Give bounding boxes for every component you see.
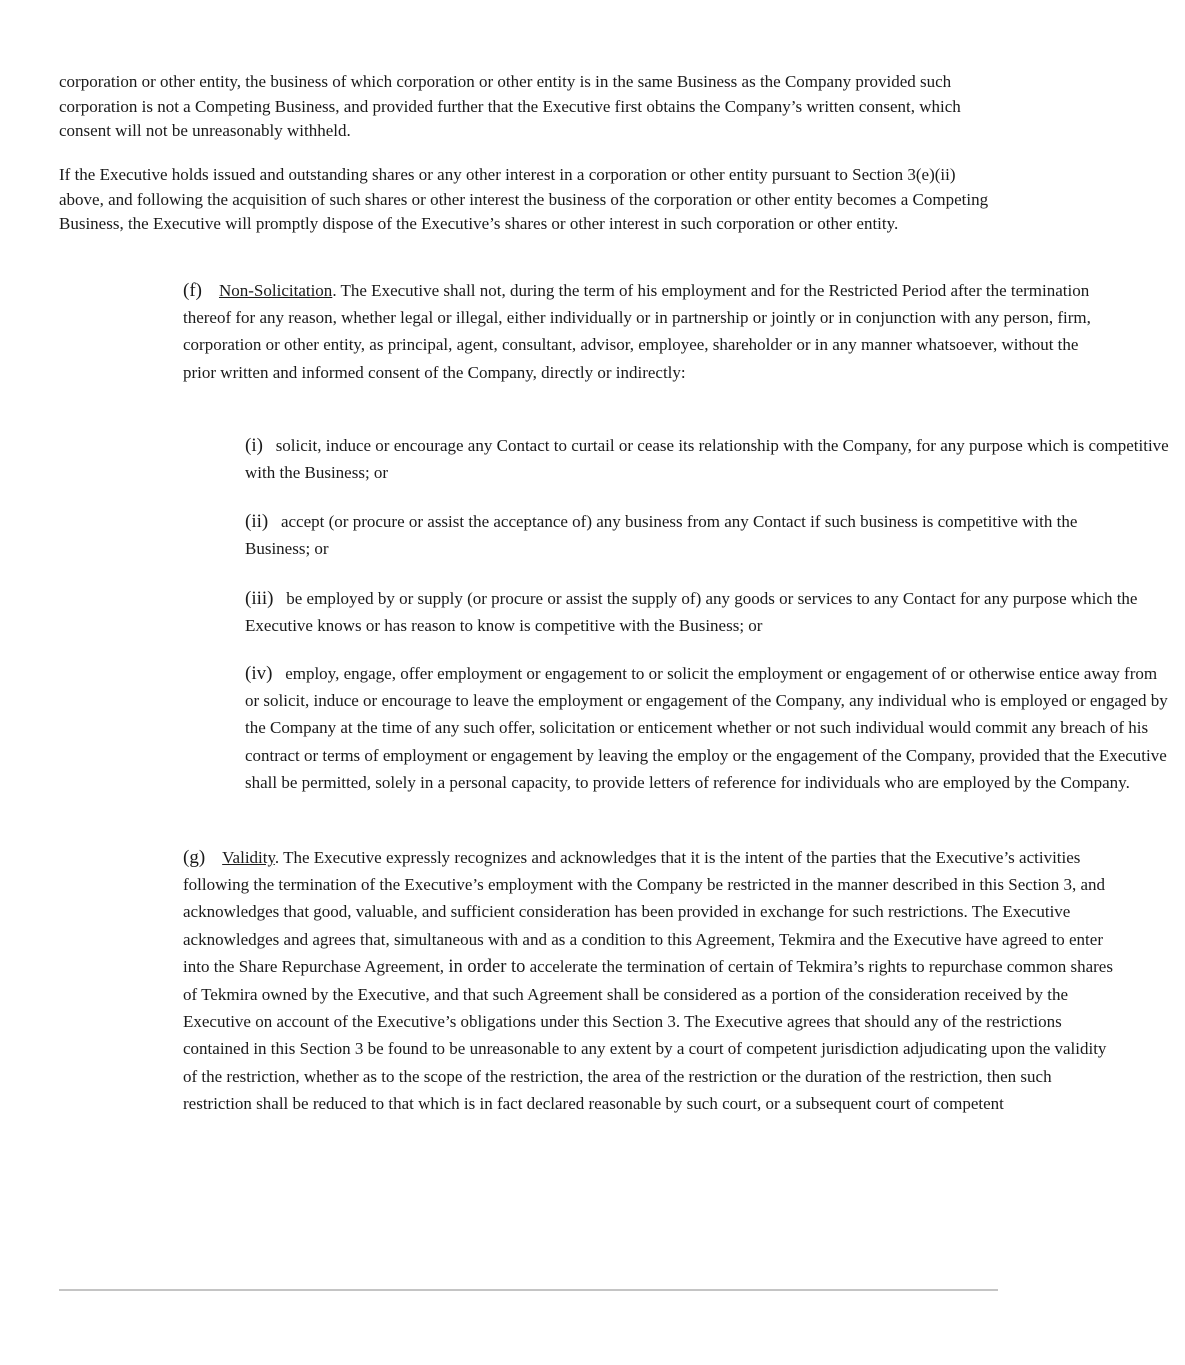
item-iv-text: employ, engage, offer employment or engagement to or solicit the employment or engagement of or otherwise entice away from or solicit, induce or encourage to leave the employment or engagement of the Company, any individual who is employed or engaged by the Company at the time of any such offer, solicitation or enticement whether or not such individual would commit any breach of his contract or terms of employment or engagement by leaving the employ or the engagement of the Company, provided that the Executive shall be permitted, solely in a personal capacity, to provide letters of reference for individuals who are employed by the Company.	[245, 664, 1168, 792]
item-iv-marker: (iv)	[245, 663, 273, 684]
paragraph-continuation: corporation or other entity, the business of which corporation or other entity is in the same Business as the Company provided such corporation is not a Competing Business, and provided further that the Executive first obtains the Company’s written consent, which consent will not be unreasonably withheld.	[59, 72, 961, 140]
section-g-body-a: . The Executive expressly recognizes and acknowledges that it is the intent of the parties that the Executive’s activities following the termination of the Executive’s employment with the Company be restricted in the manner described in this Section 3, and acknowledges that good, valuable, and sufficient consideration has been provided in exchange for such restrictions. The Executive acknowledges and agrees that, simultaneous with and as a condition to this Agreement, Tekmira and the Executive have agreed to enter into the Share Repurchase Agreement,	[183, 848, 1106, 976]
item-ii	[59, 508, 1125, 562]
footer-divider	[59, 1289, 998, 1291]
section-f-marker: (f)	[183, 280, 202, 301]
section-g-body-c: accelerate the termination of certain of Tekmira’s rights to repurchase common shares of Tekmira owned by the Executive, and that such Agreement shall be considered as a portion of the consideration received by the Executive on account of the Executive’s obligations under this Section 3. The Executive agrees that should any of the restrictions contained in this Section 3 be found to be unreasonable to any extent by a court of competent jurisdiction adjudicating upon the validity of the restriction, whether as to the scope of the restriction, the area of the restriction or the duration of the restriction, then such restriction shall be reduced to that which is in fact declared reasonable by such court, or a subsequent court of competent	[183, 956, 1113, 1113]
section-f-body: . The Executive shall not, during the term of his employment and for the Restricted Period after the termination thereof for any reason, whether legal or illegal, either individually or in partnership or jointly or in conjunction with any person, firm, corporation or other entity, as principal, agent, consultant, advisor, employee, shareholder or in any manner whatsoever, without the prior written and informed consent of the Company, directly or indirectly:	[183, 281, 1091, 382]
item-iii-marker: (iii)	[245, 588, 274, 609]
item-ii-marker: (ii)	[245, 511, 269, 532]
item-i-marker: (i)	[245, 435, 263, 456]
section-g-body-b: in order to	[448, 956, 526, 977]
section-f-non-solicitation	[59, 277, 1108, 386]
item-iii	[59, 585, 1170, 639]
paragraph-share-disposal: If the Executive holds issued and outstanding shares or any other interest in a corporation or other entity pursuant to Section 3(e)(ii) above, and following the acquisition of such shares or other interest the business of the corporation or other entity becomes a Competing Business, the Executive will promptly dispose of the Executive’s shares or other interest in such corporation or other entity.	[59, 165, 989, 233]
section-g-marker: (g)	[183, 847, 206, 868]
item-iii-text: be employed by or supply (or procure or assist the supply of) any goods or services to any Contact for any purpose which the Executive knows or has reason to know is competitive with the Business; or	[245, 589, 1138, 636]
item-ii-text: accept (or procure or assist the acceptance of) any business from any Contact if such business is competitive with the Business; or	[245, 512, 1078, 559]
item-i-text: solicit, induce or encourage any Contact to curtail or cease its relationship with the Company, for any purpose which is competitive with the Business; or	[245, 436, 1169, 483]
section-g-validity	[59, 844, 1123, 1117]
section-f-heading: Non-Solicitation	[218, 281, 333, 300]
item-i	[59, 432, 1185, 486]
section-g-heading: Validity	[222, 848, 275, 867]
item-iv	[59, 660, 1170, 796]
